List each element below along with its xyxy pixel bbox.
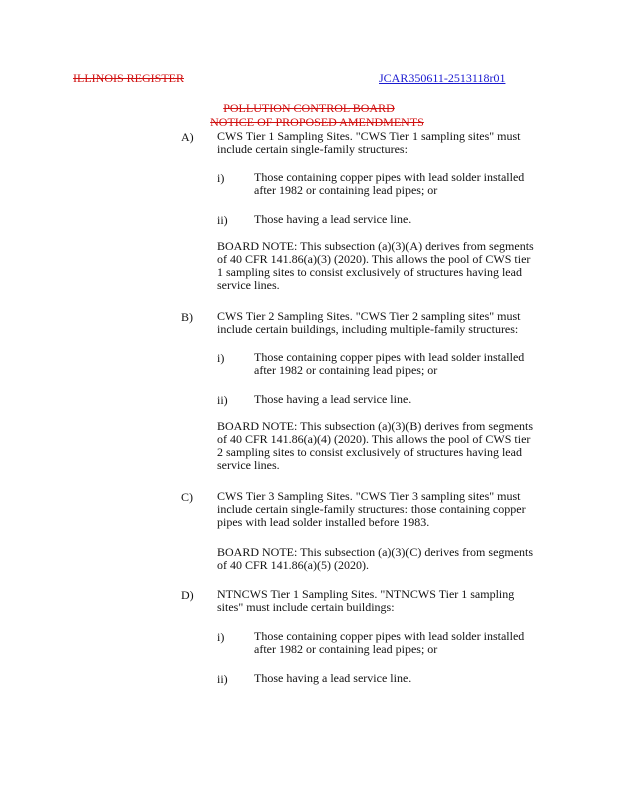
item-line: after 1982 or containing lead pipes; or [254,363,438,377]
item-line: Those containing copper pipes with lead solder installed [254,350,525,364]
agency-title: POLLUTION CONTROL BOARD [223,101,395,115]
notice-title: NOTICE OF PROPOSED AMENDMENTS [210,115,424,129]
board-note [217,420,533,472]
section-text [217,310,521,336]
board-note [217,546,533,572]
item-line: Those having a lead service line. [254,212,412,226]
section-line: CWS Tier 3 Sampling Sites. "CWS Tier 3 sampling sites" must [217,489,521,503]
note-line: of 40 CFR 141.86(a)(5) (2020). [217,558,369,572]
item-line: Those containing copper pipes with lead solder installed [254,629,525,643]
register-header: ILLINOIS REGISTER [73,71,184,85]
section-line: sites" must include certain buildings: [217,600,395,614]
section-line: NTNCWS Tier 1 Sampling Sites. "NTNCWS Tier 1 sampling [217,587,515,601]
item-text [254,672,411,685]
item-label: ii) [217,672,228,686]
section-label: C) [181,490,193,504]
note-line: 1 sampling sites to consist exclusively of structures having lead [217,265,522,279]
note-line: BOARD NOTE: This subsection (a)(3)(C) derives from segments [217,545,534,559]
item-text [254,393,411,406]
item-label: ii) [217,393,228,407]
section-text [217,490,526,529]
item-line: after 1982 or containing lead pipes; or [254,642,438,656]
note-line: of 40 CFR 141.86(a)(4) (2020). This allows the pool of CWS tier [217,432,531,446]
item-line: Those having a lead service line. [254,392,412,406]
note-line: 2 sampling sites to consist exclusively of structures having lead [217,445,522,459]
section-label: B) [181,310,193,324]
item-label: i) [217,630,225,644]
section-line: include certain single-family structures: those containing copper [217,502,526,516]
section-label: D) [181,588,194,602]
board-note [217,240,534,292]
note-line: BOARD NOTE: This subsection (a)(3)(B) derives from segments [217,419,534,433]
note-line: of 40 CFR 141.86(a)(3) (2020). This allows the pool of CWS tier [217,252,531,266]
item-text [254,171,524,197]
item-label: i) [217,351,225,365]
item-text [254,351,524,377]
item-text [254,630,524,656]
item-line: Those containing copper pipes with lead solder installed [254,170,525,184]
item-label: ii) [217,213,228,227]
section-line: CWS Tier 2 Sampling Sites. "CWS Tier 2 sampling sites" must [217,309,521,323]
note-line: service lines. [217,278,280,292]
section-text [217,130,521,156]
section-label: A) [181,130,194,144]
section-line: pipes with lead solder installed before 1983. [217,515,430,529]
section-line: include certain buildings, including multiple-family structures: [217,322,519,336]
section-text [217,588,514,614]
item-text [254,213,411,226]
note-line: service lines. [217,458,280,472]
item-line: after 1982 or containing lead pipes; or [254,183,438,197]
item-label: i) [217,171,225,185]
note-line: BOARD NOTE: This subsection (a)(3)(A) derives from segments [217,239,534,253]
section-line: include certain single-family structures: [217,142,408,156]
document-id-link[interactable]: JCAR350611-2513118r01 [379,71,506,85]
section-line: CWS Tier 1 Sampling Sites. "CWS Tier 1 sampling sites" must [217,129,521,143]
item-line: Those having a lead service line. [254,671,412,685]
